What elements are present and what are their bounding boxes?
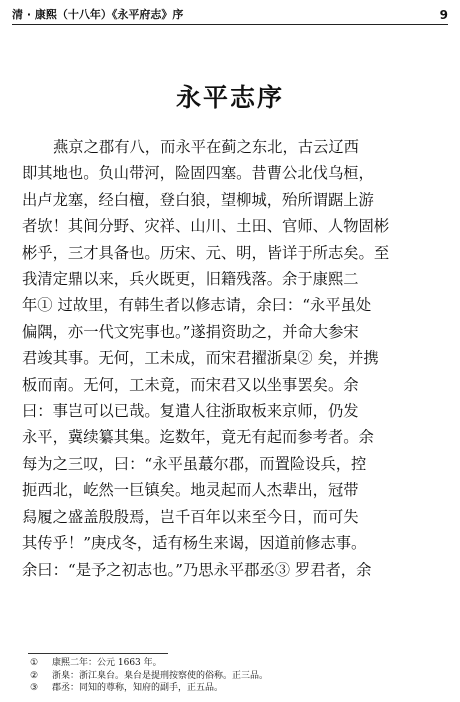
footnote-marker: ② bbox=[30, 670, 39, 681]
footnote bbox=[30, 670, 444, 683]
page-number: 9 bbox=[439, 8, 448, 22]
body-line: 舄履之盛盖殷殷焉，岂千百年以来至今日，而可失 bbox=[22, 507, 359, 526]
body-line: 其传乎！”庚戌冬，适有杨生来谒，因道前修志事。 bbox=[22, 534, 367, 553]
running-header bbox=[12, 6, 448, 25]
body-line: 燕京之郡有八，而永平在蓟之东北，古云辽西 bbox=[53, 138, 359, 156]
body-line: 每为之三叹，曰：“永平虽蕞尔郡，而置险设兵，控 bbox=[22, 454, 367, 473]
body-line: 余曰：“是予之初志也。”乃思永平郡丞③ 罗君者，余 bbox=[22, 560, 372, 579]
body-line: 曰：事岂可以已哉。复遣人往浙取板来京师，仍发 bbox=[22, 402, 359, 421]
running-header-title: 清 · 康熙（十八年）《永平府志》序 bbox=[12, 8, 184, 21]
section-title: 永平志序 bbox=[175, 83, 284, 112]
footnote-marker: ③ bbox=[30, 683, 39, 693]
body-line: 年① 过故里，有韩生者以修志请，余曰：“永平虽处 bbox=[22, 296, 372, 315]
footnote bbox=[30, 657, 444, 670]
footnote bbox=[30, 682, 444, 695]
footnotes bbox=[30, 657, 444, 695]
body-text bbox=[22, 134, 444, 583]
footnote-text: 浙臬：浙江臬台。臬台是提刑按察使的俗称。正三品。 bbox=[52, 670, 269, 681]
body-line: 君竣其事。无何，工未成，而宋君擢浙臬② 矣，并携 bbox=[22, 349, 379, 368]
body-line: 者欤！其间分野、灾祥、山川、土田、官师、人物固彬 bbox=[22, 217, 390, 236]
body-line: 我清定鼎以来，兵火既更，旧籍残落。余于康熙二 bbox=[22, 270, 359, 289]
body-line: 即其地也。负山带河，险固四塞。昔曹公北伐乌桓， bbox=[22, 164, 374, 183]
body-line: 偏隅，亦一代文宪事也。”遂捐资助之，并命大参宋 bbox=[22, 322, 359, 341]
footnote-marker: ① bbox=[30, 658, 39, 668]
footnote-text: 康熙二年：公元 1663 年。 bbox=[52, 658, 162, 668]
body-line: 永平，冀续纂其集。迄数年，竟无有起而参考者。余 bbox=[22, 428, 374, 447]
body-line: 出卢龙塞，经白檀，登白狼，望柳城，殆所谓踞上游 bbox=[22, 190, 374, 209]
body-line: 板而南。无何，工未竟，而宋君又以坐事罢矣。余 bbox=[22, 375, 359, 394]
body-line: 彬乎，三才具备也。历宋、元、明，皆详于所志矣。至 bbox=[22, 243, 390, 262]
footnote-text: 郡丞：同知的尊称，知府的副手，正五品。 bbox=[52, 683, 224, 693]
footnote-divider bbox=[28, 653, 168, 654]
body-line: 扼西北，屹然一巨镇矣。地灵起而人杰辈出，冠带 bbox=[22, 481, 359, 500]
